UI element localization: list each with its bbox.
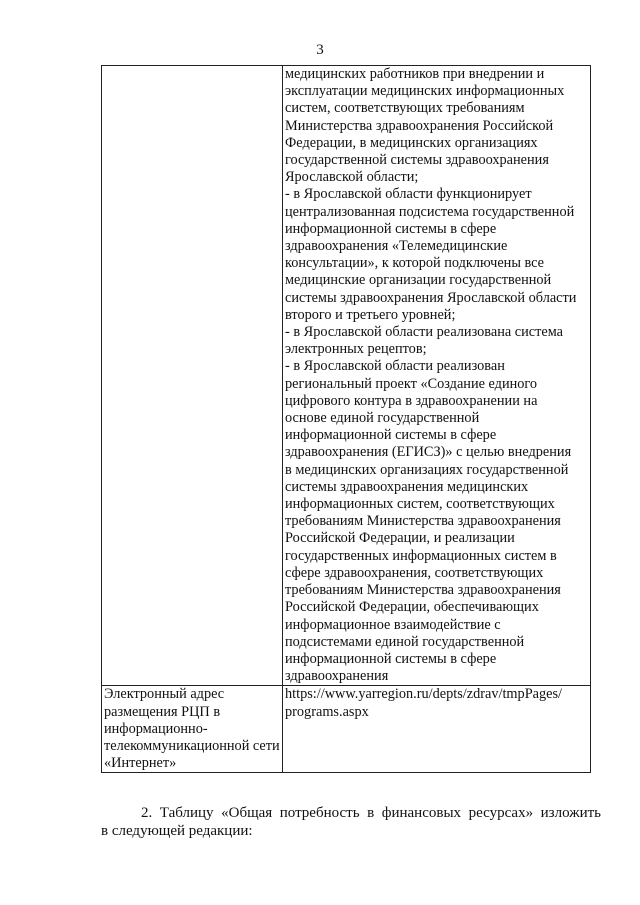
- paragraph-line: 2. Таблицу «Общая потребность в финансовых ресурсах» изложить: [141, 805, 601, 821]
- page-number: 3: [316, 42, 324, 58]
- program-passport-table: [101, 65, 591, 773]
- paragraph-line: в следующей редакции:: [101, 823, 253, 839]
- row-label-cell: [102, 66, 283, 686]
- row-content-cell: медицинских работников при внедрении и эксплуатации медицинских информационных систем, соответствующих требованиям Министерства здравоохранения Российской Федерации, в медицинских организациях государственной системы здравоохранения Ярославской области; - в Ярославской области функционирует централизованная подсистема государственной информационной системы в сфере здравоохранения «Телемедицинские консультации», к которой подключены все медицинские организации государственной системы здравоохранения Ярославской области второго и третьего уровней; - в Ярославской области реализована система электронных рецептов; - в Ярославской области реализован региональный проект «Создание единого цифрового контура в здравоохранении на основе единой государственной информационной системы в сфере здравоохранения (ЕГИСЗ)» с целью внедрения в медицинских организациях государственной системы здравоохранения медицинских информационных систем, соответствующих требованиям Министерства здравоохранения Российской Федерации, и реализации государственных информационных систем в сфере здравоохранения, соответствующих требованиям Министерства здравоохранения Российской Федерации, обеспечивающих информационное взаимодействие с подсистемами единой государственной информационной системы в сфере здравоохранения: [283, 66, 591, 686]
- body-paragraph: [101, 804, 601, 840]
- row-label-cell: Электронный адрес размещения РЦП в информационно- телекоммуникационной сети «Интернет»: [102, 686, 283, 773]
- table-row: [102, 686, 591, 773]
- table-row: [102, 66, 591, 686]
- website-url-cell[interactable]: https://www.yarregion.ru/depts/zdrav/tmpPages/ programs.aspx: [283, 686, 591, 773]
